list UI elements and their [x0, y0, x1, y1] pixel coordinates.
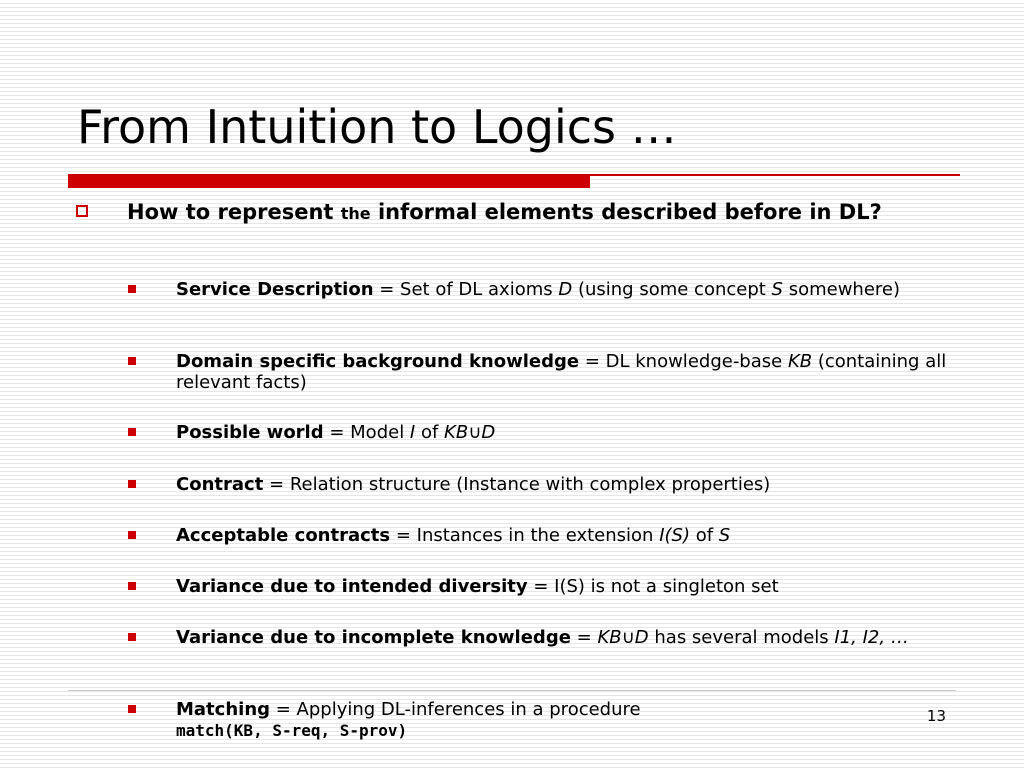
list-item-possible-world — [128, 422, 958, 443]
square-bullet-icon — [128, 480, 136, 488]
list-item-italic: KB — [444, 422, 469, 443]
list-item-intended-diversity — [128, 576, 958, 597]
list-item-text — [176, 351, 958, 393]
list-item-span: = Instances in the extension — [390, 525, 660, 546]
list-item-span: = I(S) is not a singleton set — [527, 576, 779, 597]
footer-divider — [68, 690, 956, 691]
list-item-italic: I(S) — [659, 525, 690, 546]
list-item-text — [176, 474, 958, 495]
list-item-span: (containing all relevant facts) — [176, 351, 947, 393]
list-item-span: = Model — [323, 422, 410, 443]
square-bullet-icon — [128, 285, 136, 293]
slide-title: From Intuition to Logics … — [77, 100, 677, 154]
list-item-matching — [128, 699, 958, 741]
list-item-term: Possible world — [176, 422, 324, 443]
square-bullet-icon — [128, 531, 136, 539]
list-item-text — [176, 699, 958, 741]
list-item-text — [176, 279, 958, 300]
main-bullet-part1: How to represent — [127, 200, 341, 224]
list-item-italic: KB — [787, 351, 813, 372]
list-item-domain-knowledge — [128, 351, 958, 393]
union-symbol: ∪ — [468, 422, 482, 443]
list-item-text — [176, 422, 958, 443]
code-snippet: match(KB, S-req, S-prov) — [176, 721, 408, 740]
list-item-italic: I — [409, 422, 416, 443]
list-item-term: Service Description — [176, 279, 374, 300]
list-item-contract — [128, 474, 958, 495]
list-item-term: Matching — [176, 699, 271, 720]
list-item-term: Variance due to incomplete knowledge — [176, 627, 571, 648]
main-bullet-part3: informal elements described before in DL? — [370, 200, 882, 224]
list-item-italic: KB — [597, 627, 622, 648]
list-item-span: of — [415, 422, 445, 443]
list-item-span: = DL knowledge-base — [579, 351, 788, 372]
list-item-italic: I1, I2, … — [834, 627, 909, 648]
square-bullet-icon — [128, 705, 136, 713]
hollow-square-bullet-icon — [76, 205, 88, 217]
list-item-text — [176, 627, 958, 648]
main-bullet — [76, 200, 956, 226]
list-item-term: Contract — [176, 474, 264, 495]
page-number: 13 — [926, 707, 946, 725]
list-item-span: = — [570, 627, 598, 648]
list-item-span: somewhere) — [782, 279, 901, 300]
square-bullet-icon — [128, 582, 136, 590]
list-item-acceptable-contracts — [128, 525, 958, 546]
list-item-term: Acceptable contracts — [176, 525, 391, 546]
list-item-italic: S — [718, 525, 731, 546]
list-item-text — [176, 576, 958, 597]
list-item-span: = Applying DL-inferences in a procedure — [270, 699, 641, 720]
square-bullet-icon — [128, 428, 136, 436]
list-item-term: Variance due to intended diversity — [176, 576, 528, 597]
list-item-italic: D — [558, 279, 573, 300]
list-item-text — [176, 525, 958, 546]
main-bullet-text — [127, 200, 956, 226]
list-item-span: of — [689, 525, 719, 546]
list-item-italic: D — [634, 627, 649, 648]
list-item-italic: D — [481, 422, 496, 443]
square-bullet-icon — [128, 633, 136, 641]
list-item-service-description — [128, 279, 958, 300]
title-accent-bar — [68, 175, 590, 188]
union-symbol: ∪ — [621, 627, 635, 648]
list-item-span: = Relation structure (Instance with complex properties) — [263, 474, 771, 495]
list-item-term: Domain specific background knowledge — [176, 351, 580, 372]
list-item-span: = Set of DL axioms — [373, 279, 559, 300]
list-item-span: has several models — [648, 627, 835, 648]
list-item-span: (using some concept — [572, 279, 772, 300]
square-bullet-icon — [128, 357, 136, 365]
list-item-italic: S — [771, 279, 783, 300]
main-bullet-part2: the — [340, 204, 371, 223]
list-item-incomplete-knowledge — [128, 627, 958, 648]
